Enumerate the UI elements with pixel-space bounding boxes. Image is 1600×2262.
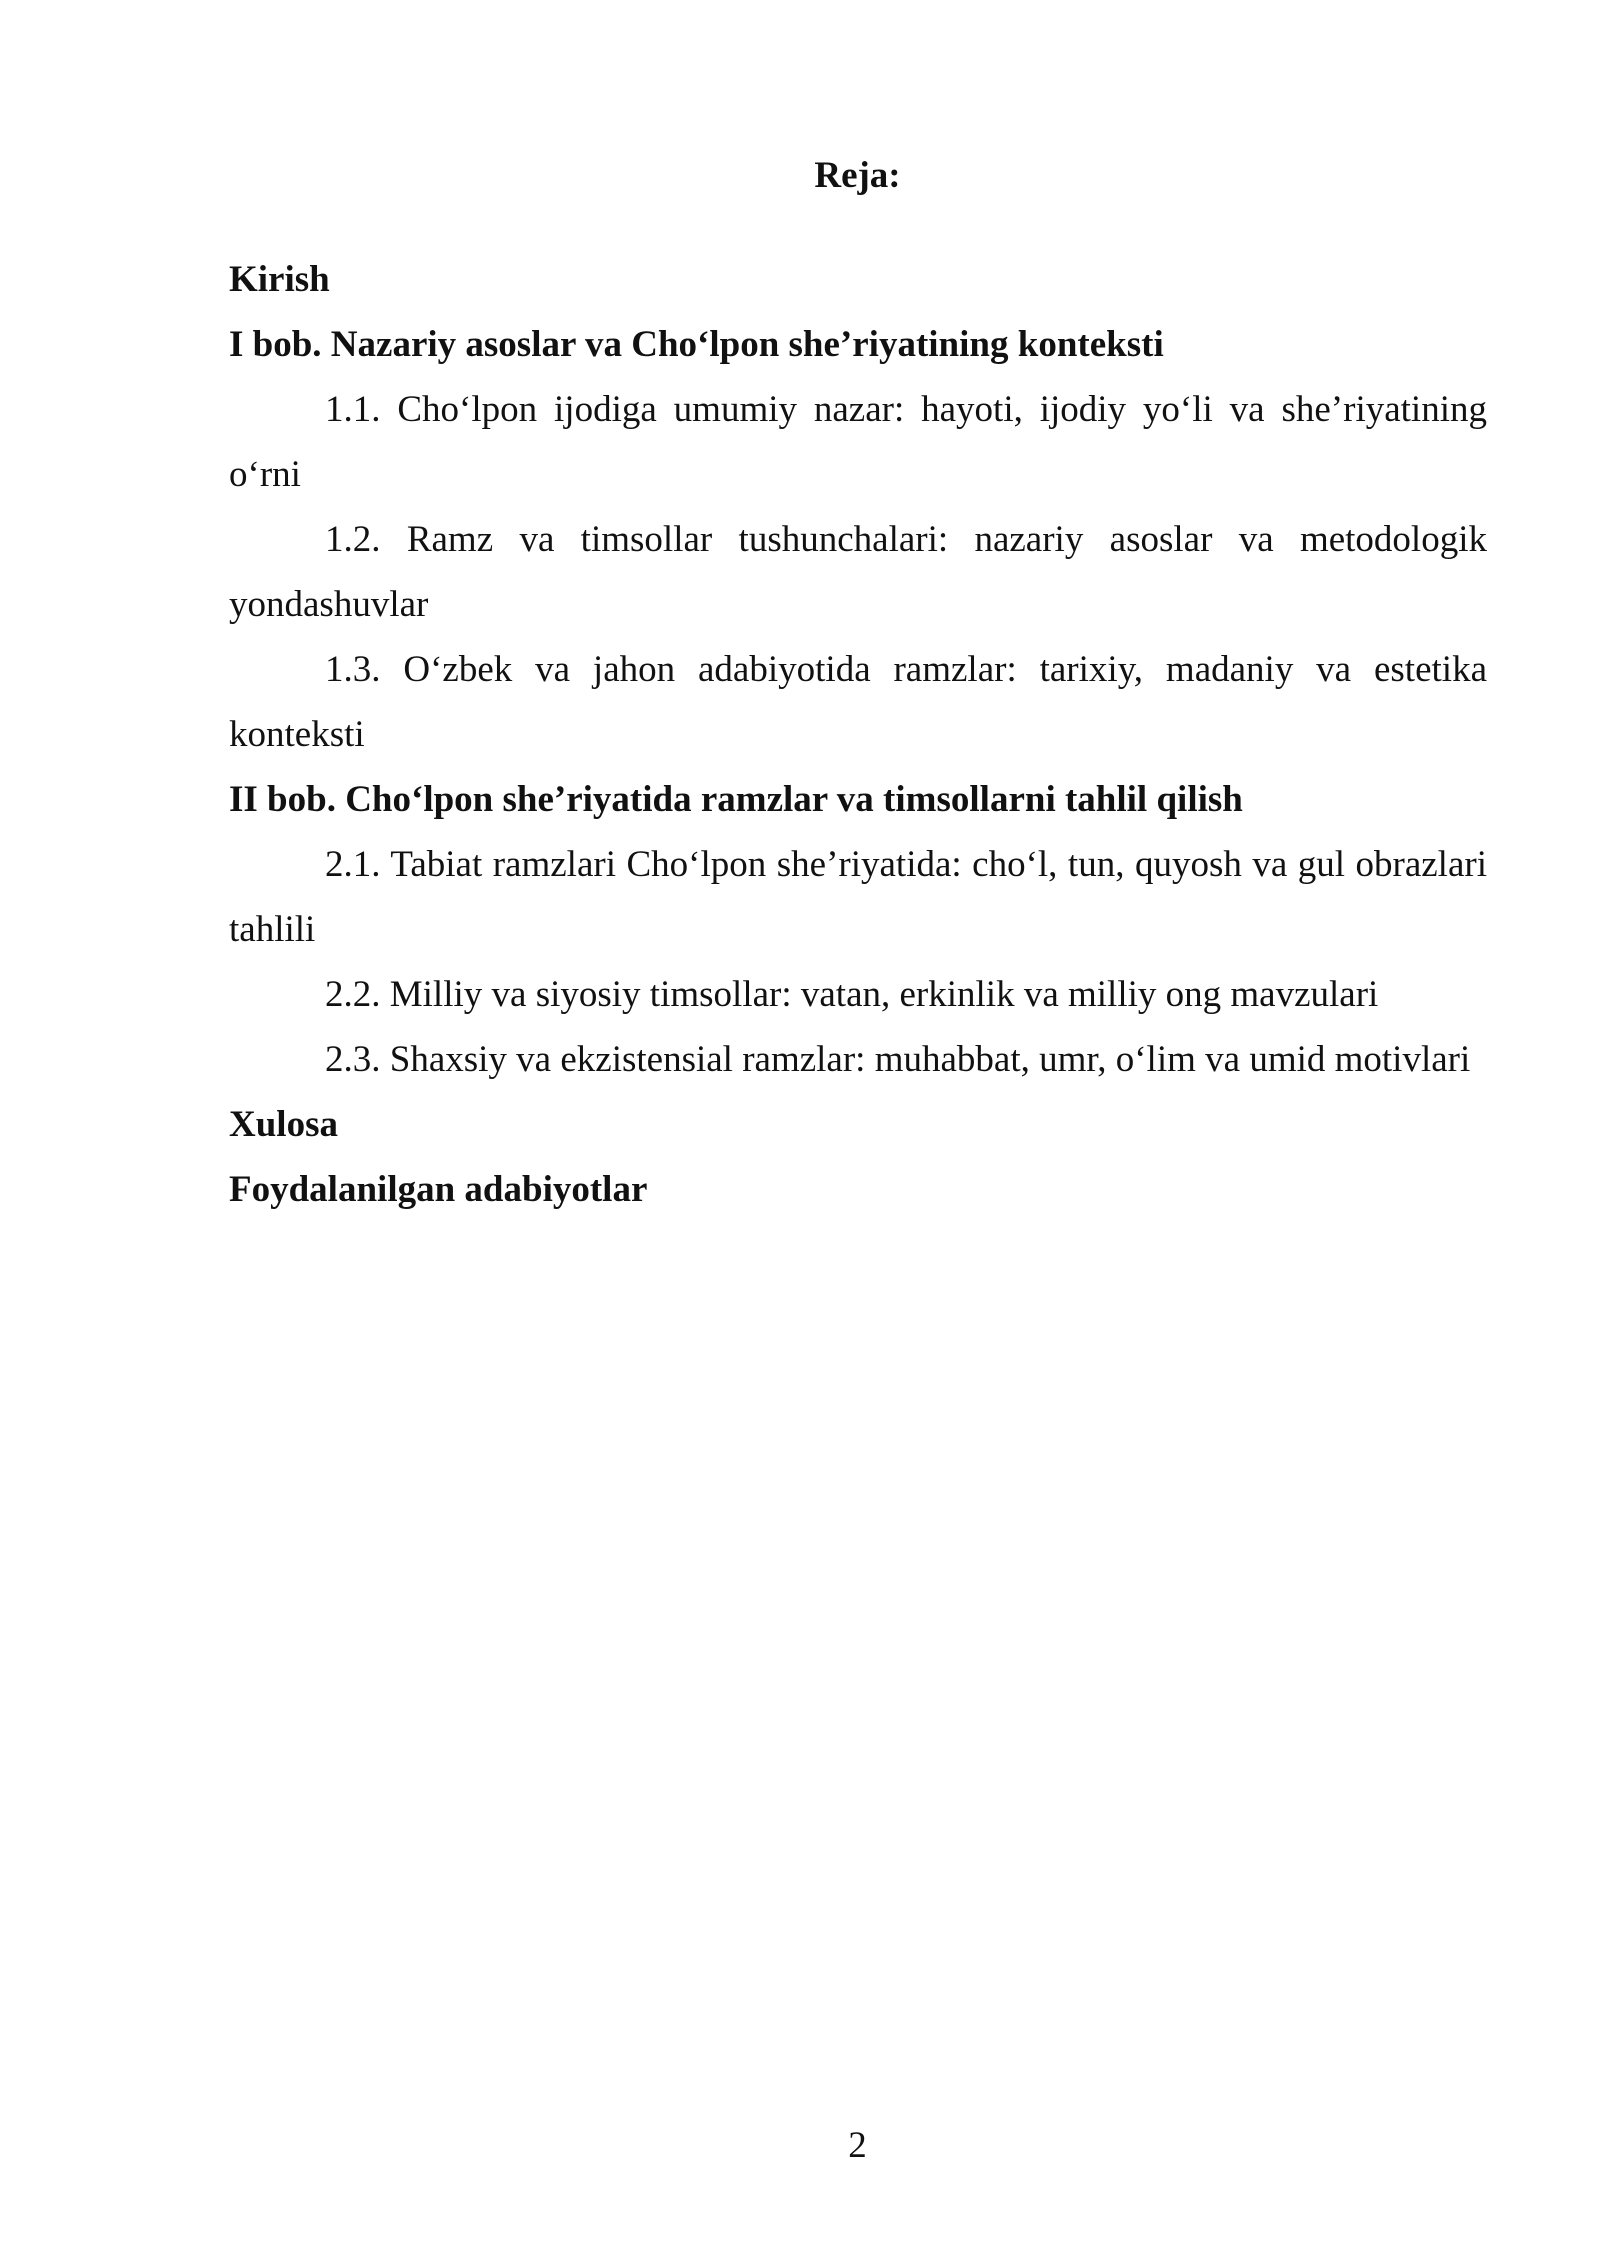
toc-references: Foydalanilgan adabiyotlar — [229, 1169, 648, 1210]
toc-conclusion: Xulosa — [229, 1104, 338, 1145]
toc-section-2-2: 2.2. Milliy va siyosiy timsollar: vatan, erkinlik va milliy ong mavzulari — [325, 974, 1379, 1015]
toc-section-2-3: 2.3. Shaxsiy va ekzistensial ramzlar: muhabbat, umr, o‘lim va umid motivlari — [325, 1039, 1471, 1080]
toc-intro: Kirish — [229, 259, 330, 300]
toc-section-1-1: 1.1. Cho‘lpon ijodiga umumiy nazar: hayoti, ijodiy yo‘li va she’riyatining o‘rni — [229, 389, 1487, 495]
toc-section-2-1: 2.1. Tabiat ramzlari Cho‘lpon she’riyatida: cho‘l, tun, quyosh va gul obrazlari tahlili — [229, 844, 1487, 950]
table-of-contents — [229, 247, 1487, 1222]
toc-section-1-2: 1.2. Ramz va timsollar tushunchalari: nazariy asoslar va metodologik yondashuvlar — [229, 519, 1487, 625]
toc-section-1-3: 1.3. O‘zbek va jahon adabiyotida ramzlar: tarixiy, madaniy va estetika konteksti — [229, 649, 1487, 755]
page-number: 2 — [848, 2125, 867, 2166]
toc-chapter-1-title: I bob. Nazariy asoslar va Cho‘lpon she’riyatining konteksti — [229, 324, 1164, 365]
toc-chapter-2-title: II bob. Cho‘lpon she’riyatida ramzlar va timsollarni tahlil qilish — [229, 779, 1243, 820]
plan-title: Reja: — [814, 155, 901, 196]
